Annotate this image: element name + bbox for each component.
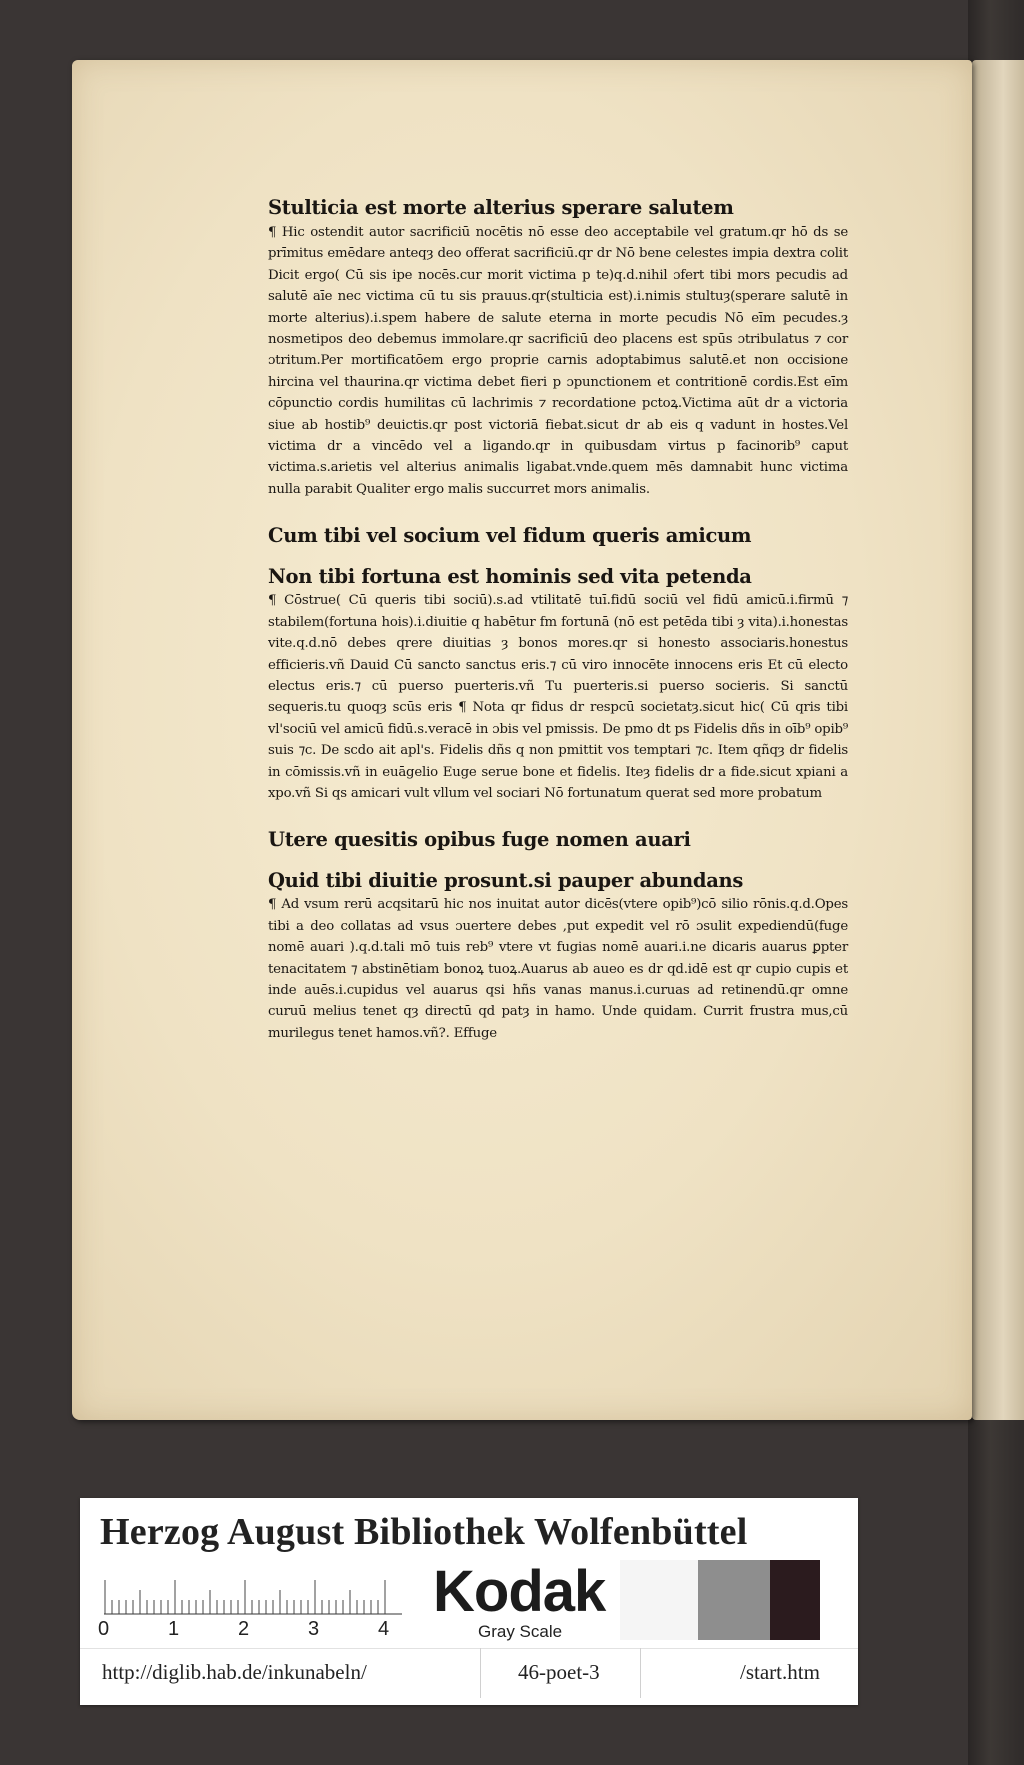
ruler-number: 3 <box>308 1618 320 1640</box>
divider <box>640 1648 641 1698</box>
kodak-logo: Kodak <box>433 1559 606 1624</box>
gray-scale-label: Gray Scale <box>478 1622 563 1641</box>
ruler-ticks <box>102 1568 412 1618</box>
ruler-number: 0 <box>98 1618 110 1640</box>
gray-swatch-mid <box>698 1560 770 1640</box>
ruler-number: 4 <box>378 1618 390 1640</box>
adjacent-page-edge <box>972 60 1024 1420</box>
text-block <box>268 194 848 1052</box>
book-page <box>72 60 972 1420</box>
verse-heading: Utere quesitis opibus fuge nomen auari <box>268 828 691 852</box>
ruler-number: 1 <box>168 1618 180 1640</box>
divider <box>80 1648 858 1649</box>
url-id: 46-poet-3 <box>518 1660 600 1684</box>
commentary-paragraph: ¶ Ad vsum rerū acqsitarū hic nos inuitat autor dicēs(vtere opib⁹)cō silio rōnis.q.d.Opes tibi a deo collatas ad vsus ɔuertere debes ,put expedit vel rō ɔsulit expediendū(fuge nomē auari ).q.d.tali mō tuis reb⁹ vtere vt fugias nomē auari.i.ne dicaris auarus ꝑpter tenacitatem ⁊ abstinētiam bonoꝝ tuoꝝ.Auarus ab aueo es dr qd.idē est qr cupio cupis et inde auēs.i.cupidus vel auarus qsi hñs vanas manus.i.curuas ad retinendū.qr omne curuū melius tenet qȝ directū qd patȝ in hamo. Unde quidam. Currit frustra mus,cū murilegus tenet hamos.vñ?. Effuge <box>268 897 848 1041</box>
color-target-card <box>80 1498 858 1705</box>
commentary-paragraph: ¶ Cōstrue( Cū queris tibi sociū).s.ad vtilitatē tuī.fidū sociū vel fidū amicū.i.firmū ⁊ stabilem(fortuna hois).i.diuitie q habētur fm fortunā (nō est petēda tibi ȝ vita).i.honestas vite.q.d.nō debes qrere diuitias ȝ bonos mores.qr si honesto associaris.honestus efficieris.vñ Dauid Cū sancto sanctus eris.⁊ cū viro innocēte innocens eris Et cū electo electus eris.⁊ cū puerso puerteris.vñ Tu puerteris.si puerso socieris. Si sanctū sequeris.tu quoqȝ scūs eris ¶ Nota qr fidus dr respcū societatȝ.sicut hic( Cū qris tibi vl'sociū vel amicū fidū.s.veracē in ɔbis vel pmissis. De pmo dt ps Fidelis dñs in oīb⁹ opib⁹ suis ⁊c. De scdo ait apl's. Fidelis dñs q non pmittit vos temptari ⁊c. Item qñqȝ dr fidelis in cōmissis.vñ in euāgelio Euge serue bone et fidelis. Iteȝ fidelis dr a fide.sicut xpiani a xpo.vñ Si qs amicari vult vllum vel sociari Nō fortunatum querat sed more probatum <box>268 593 848 801</box>
gray-swatch-light <box>620 1560 698 1640</box>
divider <box>480 1648 481 1698</box>
library-name: Herzog August Bibliothek Wolfenbüttel <box>100 1511 748 1553</box>
verse-line: Non tibi fortuna est hominis sed vita petenda <box>268 565 752 589</box>
verse-heading: Stulticia est morte alterius sperare salutem <box>268 196 734 219</box>
url-prefix: http://diglib.hab.de/inkunabeln/ <box>102 1660 367 1684</box>
gray-swatch-dark <box>770 1560 820 1640</box>
verse-heading: Cum tibi vel socium vel fidum queris amicum <box>268 524 752 548</box>
verse-line: Quid tibi diuitie prosunt.si pauper abundans <box>268 869 744 893</box>
url-suffix: /start.htm <box>740 1660 820 1684</box>
ruler-number: 2 <box>238 1618 250 1640</box>
commentary-paragraph: ¶ Hic ostendit autor sacrificiū nocētis nō esse deo acceptabile vel gratum.qr hō ds se prīmitus emēdare anteqȝ deo offerat sacrificiū.qr dr Nō bene celestes impia dextra colit Dicit ergo( Cū sis ipe nocēs.cur morit victima p te)q.d.nihil ɔfert tibi mors pecudis ad salutē aīe nec victima cū tu sis prauus.qr(stulticia est).i.nimis stultuȝ(sperare salutē in morte alterius).i.spem habere de salute eterna in morte pecudis Nō eīm pecudes.ȝ nosmetipos deo debemus immolare.qr sacrificiū deo placens est spūs ɔtribulatus ⁊ cor ɔtritum.Per mortificatōem ergo proprie carnis adoptabimus salutē.et non occisione hircina vel thaurina.qr victima debet fieri p ɔpunctionem et contritionē cordis.Est eīm cōpunctio cordis humilitas cū lachrimis ⁊ recordatione pctoꝝ.Victima aūt dr a victoria siue ab hostib⁹ deuictis.qr post victoriā fiebat.sicut dr ab eis q vadunt in hostes.Vel victima dr a vincēdo vel a ligando.qr in quibusdam virtus p facinorib⁹ caput victima.s.arietis vel alterius animalis ligabat.vnde.quem mēs damnabit hunc victima nulla parabit Qualiter ergo malis succurret mors animalis. <box>268 225 848 497</box>
scale-ruler <box>98 1568 412 1640</box>
